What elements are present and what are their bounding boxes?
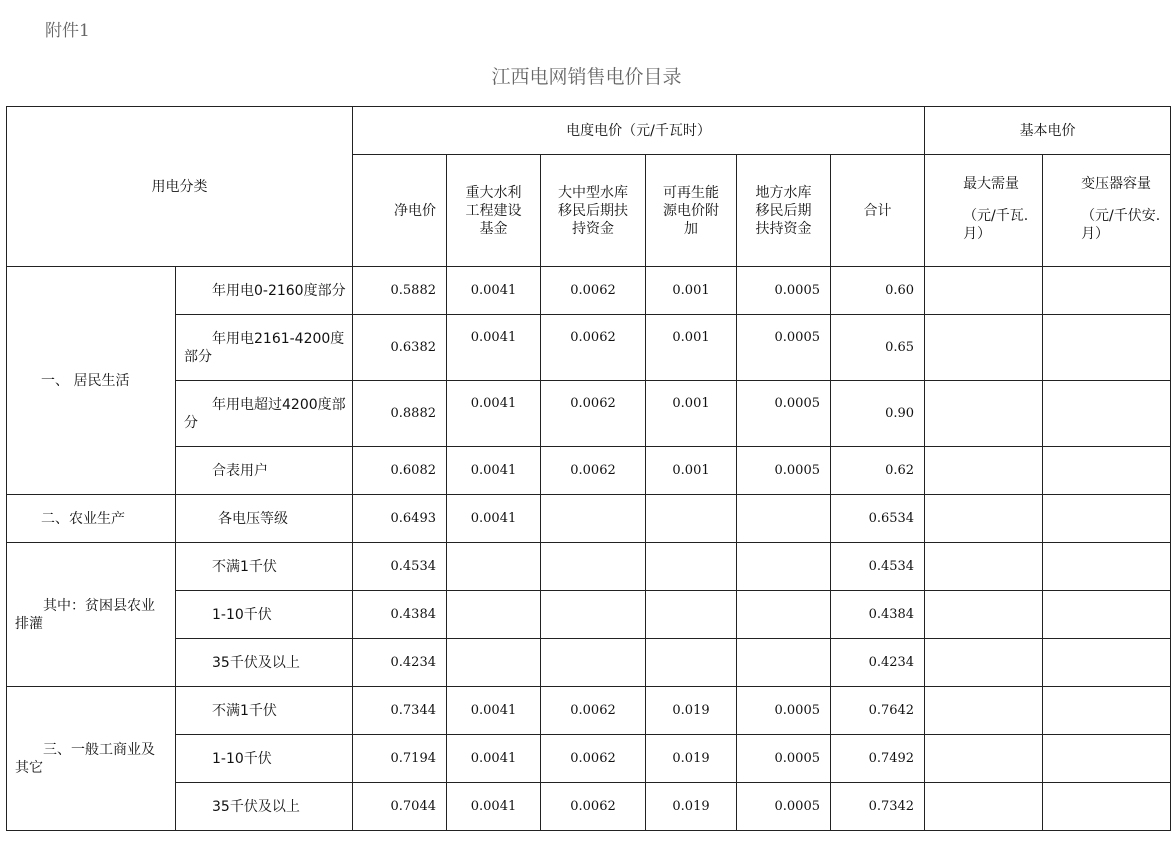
total-cell: 0.60 (831, 267, 925, 315)
basic-price-header: 基本电价 (925, 107, 1171, 155)
sub-category: 年用电2161-4200度部分 (176, 315, 353, 381)
transformer-cell (1043, 495, 1171, 543)
sub-category: 年用电0-2160度部分 (176, 267, 353, 315)
net-price-cell: 0.6382 (353, 315, 447, 381)
group-agriculture: 二、农业生产 (7, 495, 176, 543)
renewable-cell (646, 591, 737, 639)
reservoir-fund-cell: 0.0062 (541, 687, 646, 735)
net-price-cell: 0.5882 (353, 267, 447, 315)
renewable-cell (646, 639, 737, 687)
document-title: 江西电网销售电价目录 (491, 66, 682, 88)
group-residential: 一、 居民生活 (7, 267, 176, 495)
reservoir-fund-cell: 0.0062 (541, 267, 646, 315)
net-price-cell: 0.7344 (353, 687, 447, 735)
table-row (7, 783, 1171, 831)
renewable-cell: 0.019 (646, 783, 737, 831)
renewable-cell: 0.019 (646, 687, 737, 735)
max-demand-cell (925, 315, 1043, 381)
renewable-cell: 0.001 (646, 447, 737, 495)
net-price-cell: 0.4234 (353, 639, 447, 687)
local-reservoir-cell: 0.0005 (737, 315, 831, 381)
water-fund-cell (447, 543, 541, 591)
total-cell: 0.6534 (831, 495, 925, 543)
transformer-cell (1043, 315, 1171, 381)
reservoir-fund-cell: 0.0062 (541, 381, 646, 447)
transformer-cell (1043, 267, 1171, 315)
total-cell: 0.4534 (831, 543, 925, 591)
local-reservoir-cell: 0.0005 (737, 447, 831, 495)
transformer-cell (1043, 735, 1171, 783)
renewable-cell: 0.019 (646, 735, 737, 783)
net-price-header: 净电价 (353, 155, 447, 267)
local-reservoir-cell (737, 591, 831, 639)
max-demand-cell (925, 783, 1043, 831)
local-reservoir-cell (737, 639, 831, 687)
transformer-cell (1043, 639, 1171, 687)
total-cell: 0.7342 (831, 783, 925, 831)
attachment-label: 附件1 (45, 21, 90, 41)
renewable-cell: 0.001 (646, 315, 737, 381)
renewable-cell: 0.001 (646, 381, 737, 447)
table-row (7, 735, 1171, 783)
total-cell: 0.65 (831, 315, 925, 381)
table-row (7, 447, 1171, 495)
local-reservoir-cell: 0.0005 (737, 381, 831, 447)
local-reservoir-cell: 0.0005 (737, 687, 831, 735)
sub-category: 35千伏及以上 (176, 639, 353, 687)
max-demand-header (925, 155, 1043, 267)
total-cell: 0.4384 (831, 591, 925, 639)
sub-category: 1-10千伏 (176, 735, 353, 783)
local-reservoir-header: 地方水库移民后期扶持资金 (737, 155, 831, 267)
sub-category: 各电压等级 (176, 495, 353, 543)
table-row (7, 639, 1171, 687)
total-cell: 0.7492 (831, 735, 925, 783)
total-cell: 0.90 (831, 381, 925, 447)
local-reservoir-cell: 0.0005 (737, 735, 831, 783)
transformer-cell (1043, 381, 1171, 447)
sub-category: 不满1千伏 (176, 687, 353, 735)
reservoir-fund-cell (541, 591, 646, 639)
water-fund-cell (447, 591, 541, 639)
price-table (6, 106, 1171, 831)
table-row (7, 687, 1171, 735)
net-price-cell: 0.7194 (353, 735, 447, 783)
table-row (7, 591, 1171, 639)
net-price-cell: 0.4534 (353, 543, 447, 591)
energy-price-header: 电度电价（元/千瓦时） (353, 107, 925, 155)
max-demand-cell (925, 687, 1043, 735)
water-fund-cell: 0.0041 (447, 687, 541, 735)
max-demand-cell (925, 267, 1043, 315)
sub-category: 1-10千伏 (176, 591, 353, 639)
max-demand-label: 最大需量 (963, 176, 1020, 192)
water-fund-cell: 0.0041 (447, 783, 541, 831)
reservoir-fund-header: 大中型水库移民后期扶持资金 (541, 155, 646, 267)
sub-category: 不满1千伏 (176, 543, 353, 591)
max-demand-unit: （元/千瓦.月） (963, 208, 1029, 242)
total-cell: 0.62 (831, 447, 925, 495)
reservoir-fund-cell (541, 495, 646, 543)
transformer-cell (1043, 687, 1171, 735)
renewable-cell (646, 495, 737, 543)
net-price-cell: 0.8882 (353, 381, 447, 447)
net-price-cell: 0.4384 (353, 591, 447, 639)
sub-category: 年用电超过4200度部分 (176, 381, 353, 447)
water-fund-cell (447, 639, 541, 687)
local-reservoir-cell: 0.0005 (737, 783, 831, 831)
category-header: 用电分类 (7, 107, 353, 267)
transformer-cell (1043, 591, 1171, 639)
reservoir-fund-cell: 0.0062 (541, 735, 646, 783)
table-row (7, 315, 1171, 381)
local-reservoir-cell: 0.0005 (737, 267, 831, 315)
water-fund-cell: 0.0041 (447, 735, 541, 783)
total-cell: 0.4234 (831, 639, 925, 687)
transformer-cell (1043, 543, 1171, 591)
water-fund-cell: 0.0041 (447, 447, 541, 495)
max-demand-cell (925, 591, 1043, 639)
water-fund-header: 重大水利工程建设基金 (447, 155, 541, 267)
reservoir-fund-cell: 0.0062 (541, 447, 646, 495)
net-price-cell: 0.7044 (353, 783, 447, 831)
local-reservoir-cell (737, 495, 831, 543)
renewable-cell: 0.001 (646, 267, 737, 315)
max-demand-cell (925, 639, 1043, 687)
max-demand-cell (925, 495, 1043, 543)
transformer-unit: （元/千伏安.月） (1081, 208, 1161, 242)
water-fund-cell: 0.0041 (447, 495, 541, 543)
max-demand-cell (925, 381, 1043, 447)
sub-category: 合表用户 (176, 447, 353, 495)
reservoir-fund-cell (541, 543, 646, 591)
max-demand-cell (925, 543, 1043, 591)
group-industry: 三、一般工商业及其它 (7, 687, 176, 831)
total-cell: 0.7642 (831, 687, 925, 735)
local-reservoir-cell (737, 543, 831, 591)
transformer-cell (1043, 783, 1171, 831)
transformer-header (1043, 155, 1171, 267)
total-header: 合计 (831, 155, 925, 267)
table-row (7, 495, 1171, 543)
table-row (7, 543, 1171, 591)
water-fund-cell: 0.0041 (447, 315, 541, 381)
table-row (7, 267, 1171, 315)
water-fund-cell: 0.0041 (447, 381, 541, 447)
sub-category: 35千伏及以上 (176, 783, 353, 831)
reservoir-fund-cell (541, 639, 646, 687)
net-price-cell: 0.6493 (353, 495, 447, 543)
max-demand-cell (925, 447, 1043, 495)
transformer-label: 变压器容量 (1081, 176, 1152, 192)
reservoir-fund-cell: 0.0062 (541, 783, 646, 831)
net-price-cell: 0.6082 (353, 447, 447, 495)
water-fund-cell: 0.0041 (447, 267, 541, 315)
table-row (7, 381, 1171, 447)
transformer-cell (1043, 447, 1171, 495)
group-poverty-irrigation: 其中：贫困县农业排灌 (7, 543, 176, 687)
renewable-cell (646, 543, 737, 591)
reservoir-fund-cell: 0.0062 (541, 315, 646, 381)
max-demand-cell (925, 735, 1043, 783)
renewable-header: 可再生能源电价附加 (646, 155, 737, 267)
